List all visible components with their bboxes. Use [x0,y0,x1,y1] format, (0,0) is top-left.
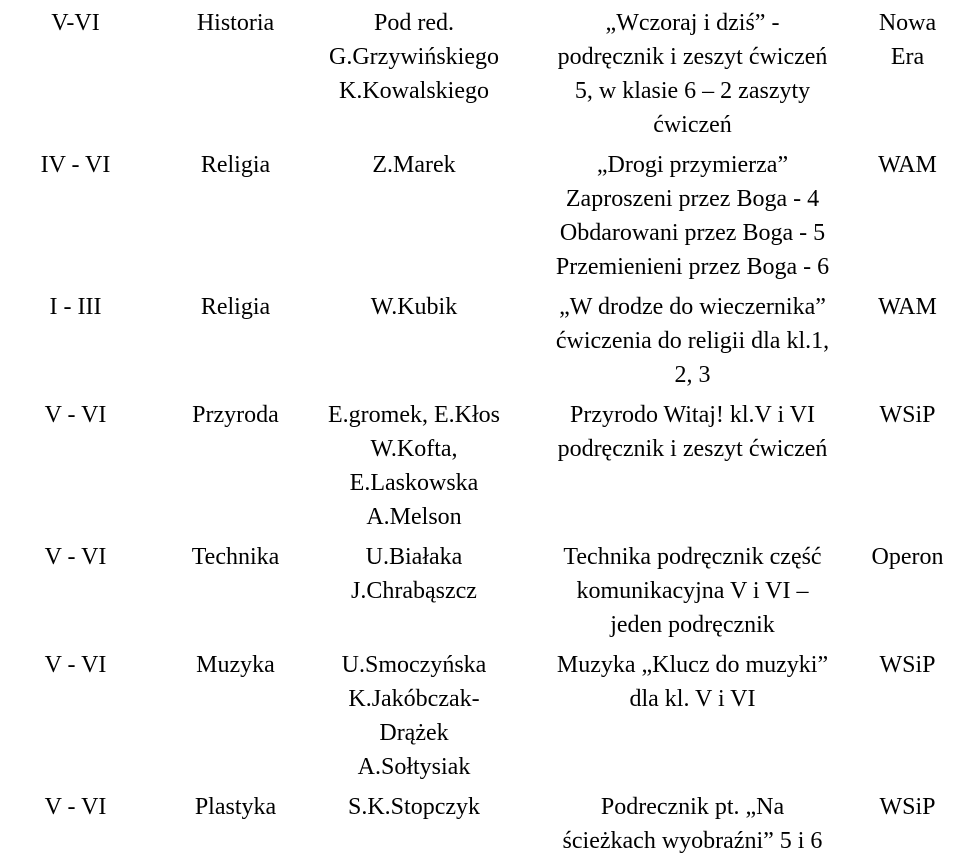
title-line: ścieżkach wyobraźni” 5 i 6 [562,828,823,854]
author-cell [298,142,530,284]
table-row [0,142,960,284]
author-line: G.Grzywińskiego [329,44,499,70]
title-line: ćwiczeń [653,112,732,138]
author-line: E.gromek, E.Kłos [328,402,500,428]
table-row [0,642,960,784]
title-line: 5, w klasie 6 – 2 zaszyty [574,78,811,104]
subject-cell: Religia [200,152,271,178]
title-line: podręcznik i zeszyt ćwiczeń [557,436,828,462]
publisher-line: Nowa [878,10,937,36]
table-row [0,392,960,534]
title-line: „Drogi przymierza” [596,152,789,178]
publisher-line: WSiP [879,402,936,428]
title-line: Podrecznik pt. „Na [600,794,785,820]
class-level-cell: I - III [49,294,102,320]
author-line: W.Kofta, [370,436,458,462]
publisher-cell [855,284,960,392]
class-level-cell: V-VI [51,10,100,36]
title-line: „W drodze do wieczernika” [559,294,826,320]
publisher-cell [855,0,960,142]
author-cell [298,284,530,392]
title-line: Zaproszeni przez Boga - 4 [565,186,820,212]
author-line: J.Chrabąszcz [351,578,477,604]
publisher-cell [855,534,960,642]
author-cell [298,534,530,642]
publisher-line: WSiP [879,652,936,678]
publisher-cell [855,784,960,858]
title-line: Obdarowani przez Boga - 5 [559,220,826,246]
title-line: Przyrodo Witaj! kl.V i VI [569,402,815,428]
title-line: 2, 3 [674,362,711,388]
author-line: Drążek [379,720,449,746]
table-row [0,0,960,142]
author-cell [298,392,530,534]
class-level-cell: IV - VI [40,152,111,178]
title-cell [530,284,855,392]
title-cell [530,0,855,142]
subject-cell: Technika [191,544,280,570]
title-cell [530,392,855,534]
author-line: K.Kowalskiego [339,78,489,104]
title-cell [530,534,855,642]
publisher-cell [855,142,960,284]
title-cell [530,642,855,784]
publisher-line: WSiP [879,794,936,820]
class-level-cell: V - VI [44,544,107,570]
publisher-line: WAM [878,152,937,178]
author-line: E.Laskowska [349,470,479,496]
subject-cell: Plastyka [194,794,277,820]
table-row [0,284,960,392]
title-cell [530,784,855,858]
subject-cell: Historia [196,10,275,36]
author-line: U.Smoczyńska [341,652,487,678]
title-line: komunikacyjna V i VI – [576,578,809,604]
author-line: W.Kubik [370,294,458,320]
author-line: K.Jakóbczak- [348,686,480,712]
title-line: jeden podręcznik [610,612,775,638]
title-cell [530,142,855,284]
publisher-line: Era [890,44,925,70]
table-row [0,534,960,642]
subject-cell: Religia [200,294,271,320]
publisher-line: WAM [878,294,937,320]
author-cell [298,642,530,784]
table-row [0,784,960,858]
author-line: Pod red. [374,10,454,36]
subject-cell: Przyroda [192,402,279,428]
author-line: A.Melson [366,504,462,530]
class-level-cell: V - VI [44,794,107,820]
class-level-cell: V - VI [44,402,107,428]
publisher-cell [855,392,960,534]
title-line: Muzyka „Klucz do muzyki” [556,652,829,678]
title-line: dla kl. V i VI [629,686,756,712]
author-line: U.Białaka [365,544,463,570]
author-cell [298,0,530,142]
title-line: ćwiczenia do religii dla kl.1, [555,328,830,354]
title-line: Technika podręcznik część [563,544,822,570]
author-line: A.Sołtysiak [357,754,471,780]
class-level-cell: V - VI [44,652,107,678]
author-cell [298,784,530,858]
publisher-cell [855,642,960,784]
subject-cell: Muzyka [196,652,275,678]
title-line: Przemienieni przez Boga - 6 [555,254,830,280]
title-line: podręcznik i zeszyt ćwiczeń [557,44,828,70]
author-line: S.K.Stopczyk [348,794,480,820]
author-line: Z.Marek [372,152,456,178]
publisher-line: Operon [871,544,944,570]
title-line: „Wczoraj i dziś” - [605,10,780,36]
